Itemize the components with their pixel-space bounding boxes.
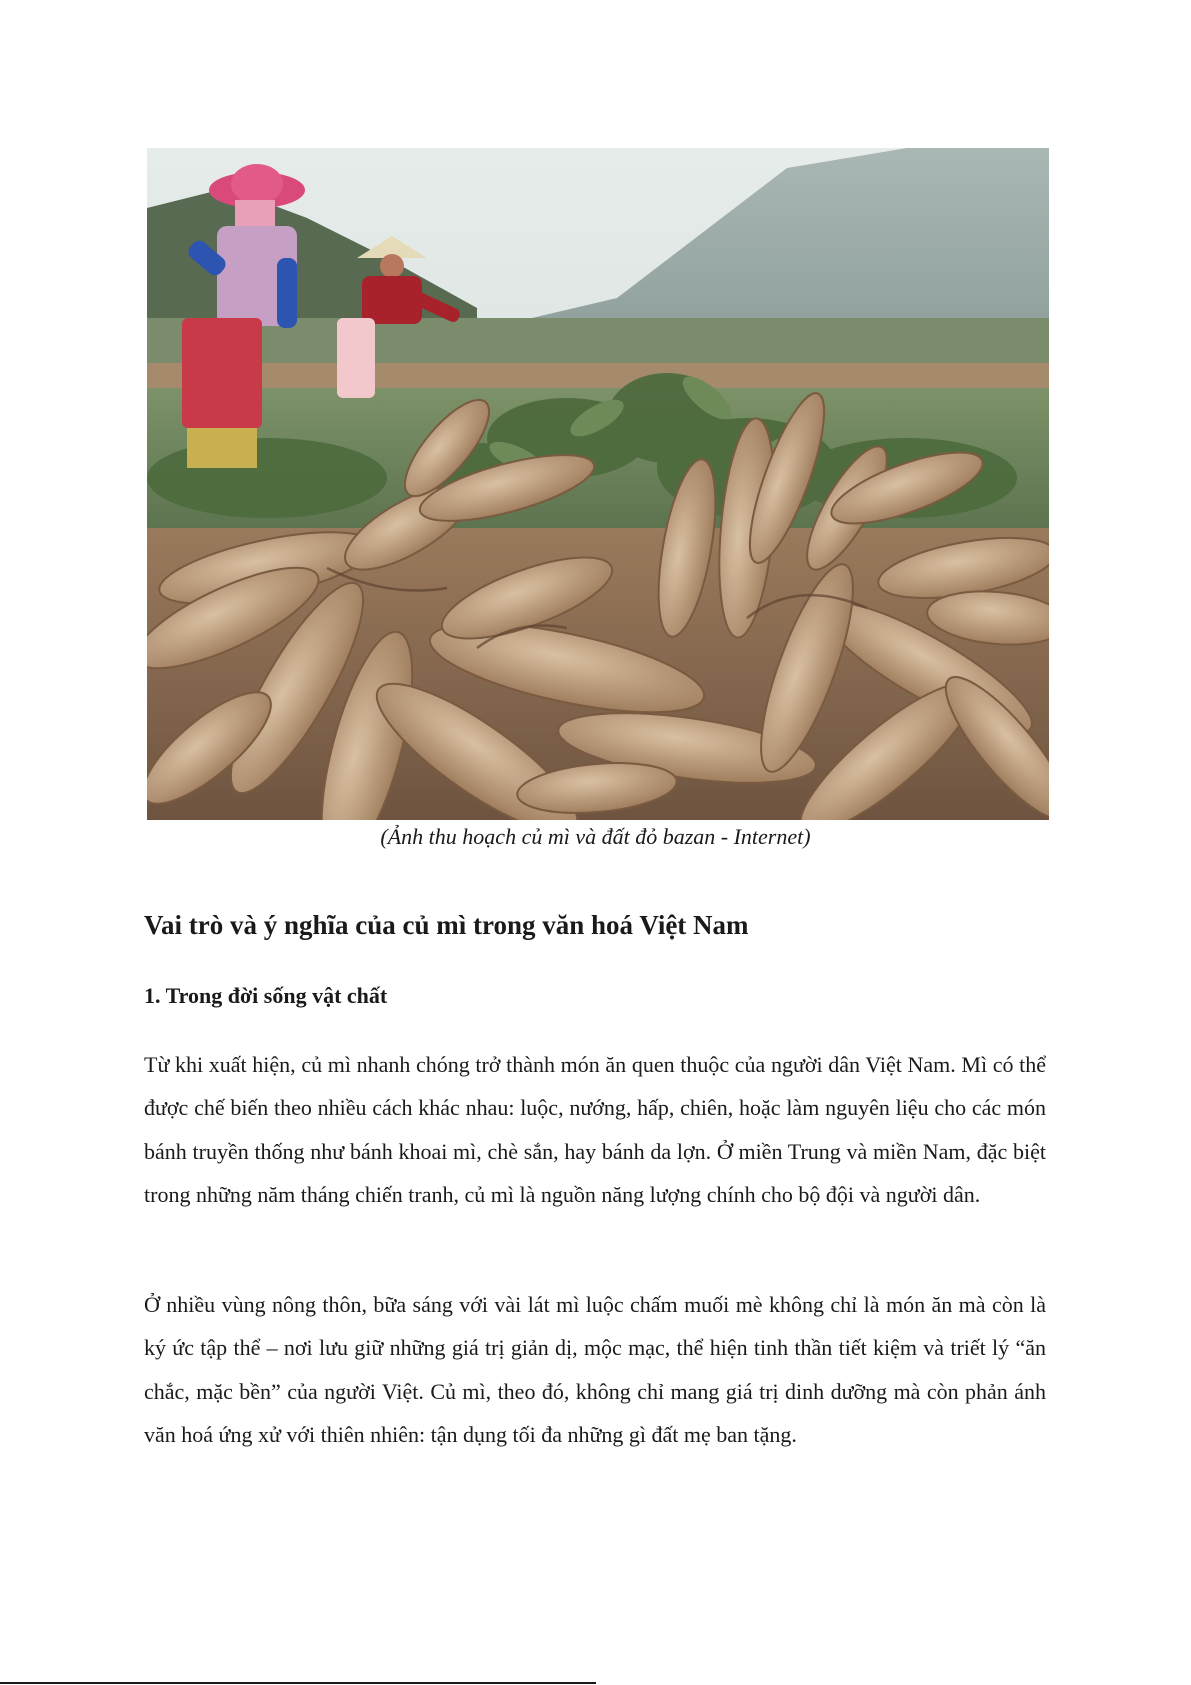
body-paragraph: Từ khi xuất hiện, củ mì nhanh chóng trở thành món ăn quen thuộc của người dân Việt Nam. Mì có thể được chế biến theo nhiều cách khác nhau: luộc, nướng, hấp, chiên, hoặc làm nguyên liệu cho các món bánh truyền thống như bánh khoai mì, chè sắn, hay bánh da lợn. Ở miền Trung và miền Nam, đặc biệt trong những năm tháng chiến tranh, củ mì là nguồn năng lượng chính cho bộ đội và người dân. <box>144 1052 1046 1208</box>
cassava-harvest-illustration <box>147 148 1049 820</box>
body-paragraph: Ở nhiều vùng nông thôn, bữa sáng với vài lát mì luộc chấm muối mè không chỉ là món ăn mà còn là ký ức tập thể – nơi lưu giữ những giá trị giản dị, mộc mạc, thể hiện tinh thần tiết kiệm và triết lý “ăn chắc, mặc bền” của người Việt. Củ mì, theo đó, không chỉ mang giá trị dinh dưỡng mà còn phản ánh văn hoá ứng xử với thiên nhiên: tận dụng tối đa những gì đất mẹ ban tặng. <box>144 1292 1046 1448</box>
cassava-harvest-photo <box>147 148 1049 820</box>
photo-caption: (Ảnh thu hoạch củ mì và đất đỏ bazan - Internet) <box>380 824 811 849</box>
section-subheading: 1. Trong đời sống vật chất <box>144 983 388 1008</box>
section-heading: Vai trò và ý nghĩa của củ mì trong văn hoá Việt Nam <box>144 910 749 940</box>
footnote-divider <box>0 1682 596 1684</box>
